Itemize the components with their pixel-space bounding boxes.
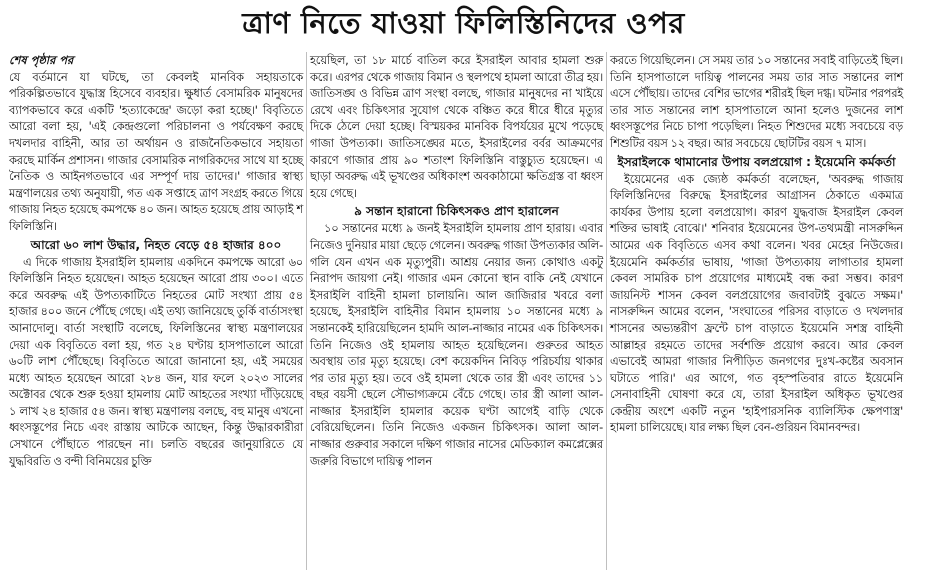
subheading-yemen: ইসরাইলকে থামানোর উপায় বলপ্রয়োগ : ইয়েমেনি কর্মকর্তা <box>617 154 896 169</box>
article-columns <box>6 52 921 570</box>
column-2-paragraph-1: হয়েছিল, তা ১৮ মার্চে বাতিল করে ইসরাইল আবার হামলা শুরু করে। এরপর থেকে গাজায় বিমান ও স্থলপথে হামলা আরো তীব্র হয়। জাতিসঙ্ঘ ও বিভিন্ন ত্রাণ সংস্থা বলছে, গাজার মানুষদের না খাইয়ে রেখে এবং চিকিৎসার সুযোগ থেকে বঞ্চিত করে ধীরে ধীরে মৃত্যুর দিকে ঠেলে দেয়া হচ্ছে। বিস্ময়কর মানবিক বিপর্যয়ের মুখে পড়েছে গাজা উপত্যকা। জাতিসঙ্ঘের মতে, ইসরাইলের বর্বর আক্রমণের কারণে গাজার প্রায় ৯০ শতাংশ ফিলিস্তিনি বাস্তুচ্যুত হয়েছেন। এ ছাড়া অবরুদ্ধ এই ভূখণ্ডের অধিকাংশ অবকাঠামো ক্ষতিগ্রস্ত বা ধ্বংস হয়ে গেছে। <box>310 53 603 200</box>
column-3 <box>606 52 906 570</box>
column-2-paragraph-2: ১০ সন্তানের মধ্যে ৯ জনই ইসরাইলি হামলায় প্রাণ হারায়। এবার নিজেও দুনিয়ার মায়া ছেড়ে গেলেন। অবরুদ্ধ গাজা উপত্যকার অলি-গলি যেন এখন এক মৃত্যুপুরী। আশ্রয় নেয়ার জন্য কোথাও একটু নিরাপদ জায়গা নেই। গাজার এমন কোনো স্থান বাকি নেই যেখানে ইসরাইলি বাহিনী হামলা চালায়নি। আল জাজিরার খবরে বলা হয়েছে, ইসরাইলি বাহিনীর বিমান হামলায় ১০ সন্তানের মধ্যে ৯ সন্তানকেই হারিয়েছিলেন হামদি আল-নাজ্জার নামের এক চিকিৎসক। তিনি নিজেও ওই হামলায় আহত হয়েছিলেন। গুরুতর আহত অবস্থায় তার মৃত্যু হয়েছে। বেশ কয়েকদিন নিবিড় পরিচর্যায় থাকার পর তার মৃত্যু হয়। তবে ওই হামলা থেকে তার স্ত্রী এবং তাদের ১১ বছর বয়সী ছেলে সৌভাগ্যক্রমে বেঁচে গেছে। তার স্ত্রী আলা আল-নাজ্জার ইসরাইলি হামলার কয়েক ঘণ্টা আগেই বাড়ি থেকে বেরিয়েছিলেন। তিনি নিজেও একজন চিকিৎসক। আলা আল-নাজ্জার গুরুবার সকালে দক্ষিণ গাজার নাসের মেডিক্যাল কমপ্লেক্সের জরুরি বিভাগে দায়িত্ব পালন <box>310 221 603 468</box>
column-1-paragraph-1: যে বর্তমানে যা ঘটছে, তা কেবলই মানবিক সহায়তাকে পরিকল্পিতভাবে যুদ্ধাস্ত্র হিসেবে ব্যবহার। ক্ষুধার্ত বেসামরিক মানুষদের ব্যাপকভাবে করে একটি 'হত্যাকেন্দ্রে' জড়ো করা হচ্ছে।' বিবৃতিতে আরো বলা হয়, 'এই কেন্দ্রগুলো পরিচালনা ও পর্যবেক্ষণ করছে দখলদার বাহিনী, আর তা অর্থায়ন ও রাজনৈতিকভাবে সহায়তা করছে মার্কিন প্রশাসন। গাজার বেসামরিক নাগরিকদের সাথে যা হচ্ছে নৈতিক ও আইনগতভাবে এর সম্পূর্ণ দায় তাদের।' গাজার স্বাস্থ্য মন্ত্রণালয়ের তথ্য অনুযায়ী, গত এক সপ্তাহে ত্রাণ সংগ্রহ করতে গিয়ে গাজায় নিহত হয়েছে কমপক্ষে ৪০ জন। আহত হয়েছে প্রায় আড়াই শ ফিলিস্তিনি। <box>9 69 303 233</box>
continued-from-label: শেষ পৃষ্ঠার পর <box>9 53 74 67</box>
column-1 <box>6 52 306 570</box>
subheading-doctor: ৯ সন্তান হারানো চিকিৎসকও প্রাণ হারালেন <box>354 204 559 219</box>
column-2 <box>306 52 606 570</box>
subheading-death-toll: আরো ৬০ লাশ উদ্ধার, নিহত বেড়ে ৫৪ হাজার ৪০০ <box>30 237 282 252</box>
column-3-paragraph-1: করতে গিয়েছিলেন। সে সময় তার ১০ সন্তানের সবাই বাড়িতেই ছিল। তিনি হাসপাতালে দায়িত্ব পালনের সময় তার সাত সন্তানের লাশ এসে পৌঁছায়। তাদের বেশির ভাগের শরীরই ছিল দগ্ধ। ঘটনার পরপরই তার সাত সন্তানের লাশ হাসপাতালে আনা হলেও দুজনের লাশ ধ্বংসস্তূপের নিচে চাপা পড়েছিল। নিহত শিশুদের মধ্যে সবচেয়ে বড় শিশুটির বয়স ১২ বছর। আর সবচেয়ে ছোটটির বয়স ৭ মাস। <box>610 53 903 150</box>
column-3-paragraph-2: ইয়েমেনের এক জ্যেষ্ঠ কর্মকর্তা বলেছেন, 'অবরুদ্ধ গাজায় ফিলিস্তিনিদের বিরুদ্ধে ইসরাইলের আগ্রাসন ঠেকাতে একমাত্র কার্যকর উপায় হলো বলপ্রয়োগ। কারণ যুদ্ধবাজ ইসরাইল কেবল শক্তির ভাষাই বোঝে।' শনিবার ইয়েমেনের উপ-তথ্যমন্ত্রী নাসরুদ্দিন আমের এক বিবৃতিতে এসব কথা বলেন। খবর মেহের নিউজের। ইয়েমেনি কর্মকর্তার ভাষায়, 'গাজা উপত্যকায় লাগাতার হামলা কেবল সামরিক চাপ প্রয়োগের মাধ্যমেই বন্ধ করা সম্ভব। কারণ জায়নিস্ট শাসন কেবল বলপ্রয়োগের জবাবটাই বুঝতে সক্ষম।' নাসরুদ্দিন আমের বলেন, 'সংঘাতের পরিসর বাড়াতে ও দখলদার শাসনের অভ্যন্তরীণ ফ্রন্টে চাপ বাড়াতে ইয়েমেনি সশস্ত্র বাহিনী আল্লাহর রহমতে তাদের সর্বশক্তি প্রয়োগ করবে। আর কেবল এভাবেই আমরা গাজার নিপীড়িত জনগণের দুঃখ-কষ্টের অবসান ঘটাতে পারি।' এর আগে, গত বৃহস্পতিবার রাতে ইয়েমেনি সেনাবাহিনী ঘোষণা করে যে, তারা ইসরাইল অধিকৃত ভূখণ্ডের কেন্দ্রীয় অংশে একটি নতুন 'হাইপারসনিক ব্যালিস্টিক ক্ষেপণাস্ত্র' হামলা চালিয়েছে। যার লক্ষ্য ছিল বেন-গুরিয়ন বিমানবন্দর। <box>610 171 903 435</box>
headline: ত্রাণ নিতে যাওয়া ফিলিস্তিনিদের ওপর <box>242 6 685 40</box>
column-1-paragraph-2: এ দিকে গাজায় ইসরাইলি হামলায় একদিনে কমপক্ষে আরো ৬০ ফিলিস্তিনি নিহত হয়েছেন। আহত হয়েছেন আরো প্রায় ৩০০। এতে করে অবরুদ্ধ এই উপত্যকাটিতে নিহতের মোট সংখ্যা প্রায় ৫৪ হাজার ৪০০ জনে পৌঁছে গেছে। এই তথ্য জানিয়েছে তুর্কি বার্তাসংস্থা আনাদোলু। বার্তা সংস্থাটি বলেছে, ফিলিস্তিনের স্বাস্থ্য মন্ত্রণালয়ের দেয়া এক বিবৃতিতে বলা হয়, গত ২৪ ঘণ্টায় হাসপাতালে আরো ৬০টি লাশ পৌঁছেছে। বিবৃতিতে আরো জানানো হয়, এই সময়ের মধ্যে আহত হয়েছেন আরো ২৮৪ জন, যার ফলে ২০২৩ সালের অক্টোবর থেকে শুরু হওয়া হামলায় মোট আহতের সংখ্যা দাঁড়িয়েছে ১ লাখ ২৪ হাজার ৫৪ জন। স্বাস্থ্য মন্ত্রণালয় বলছে, বহু মানুষ এখনো ধ্বংসস্তূপের নিচে এবং রাস্তায় আটকে আছেন, কিন্তু উদ্ধারকারীরা সেখানে পৌঁছাতে পারছেন না। চলতি বছরের জানুয়ারিতে যে যুদ্ধবিরতি ও বন্দী বিনিময়ের চুক্তি <box>9 254 303 468</box>
